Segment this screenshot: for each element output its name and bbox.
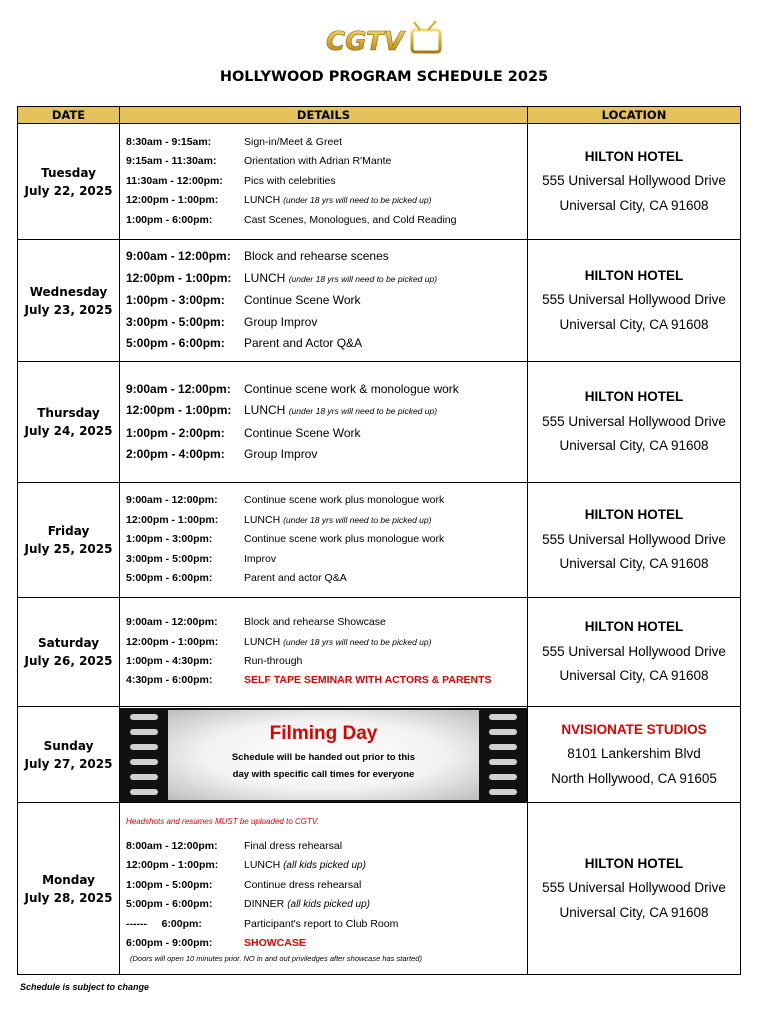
- page-title: HOLLYWOOD PROGRAM SCHEDULE 2025: [219, 69, 549, 85]
- schedule-item: [126, 423, 521, 445]
- day-date: July 27, 2025: [24, 756, 113, 771]
- schedule-item: [126, 652, 521, 671]
- schedule-item: [126, 333, 521, 355]
- schedule-item: [126, 876, 521, 895]
- schedule-item: [126, 491, 521, 510]
- day-name: Friday: [47, 524, 90, 538]
- location-city: Universal City, CA 91608: [559, 668, 709, 684]
- day-name: Tuesday: [41, 165, 96, 180]
- film-sprockets-left: [120, 708, 168, 802]
- item-note: (all kids picked up): [283, 860, 366, 872]
- item-time: 9:00am - 12:00pm:: [126, 494, 218, 507]
- doors-notice: (Doors will open 10 minutes prior. NO in and out priviledges after showcase has started): [130, 954, 422, 964]
- item-time: 2:00pm - 4:00pm:: [126, 447, 225, 461]
- details-header: DETAILS: [120, 107, 528, 124]
- item-time: 6:00pm - 9:00pm:: [126, 937, 213, 950]
- schedule-item: [126, 152, 521, 171]
- item-time: 12:00pm - 1:00pm:: [126, 635, 219, 648]
- item-time: 3:00pm - 5:00pm:: [126, 314, 225, 329]
- item-time: 5:00pm - 6:00pm:: [126, 572, 213, 585]
- location-cell: [528, 707, 741, 803]
- item-time: 12:00pm - 1:00pm:: [126, 403, 232, 417]
- location-city: Universal City, CA 91608: [559, 316, 709, 332]
- item-desc: Improv: [244, 552, 277, 565]
- schedule-item: [126, 290, 521, 312]
- item-desc: Participant's report to Club Room: [244, 917, 399, 930]
- location-city: Universal City, CA 91608: [559, 438, 709, 454]
- day-date: July 25, 2025: [24, 542, 113, 556]
- item-time: 12:00pm - 1:00pm:: [126, 194, 219, 207]
- schedule-item: [126, 511, 521, 530]
- item-time: 8:00am - 12:00pm:: [126, 839, 218, 852]
- schedule-item: [126, 172, 521, 191]
- item-time: 1:00pm - 2:00pm:: [126, 425, 225, 440]
- item-desc: Continue dress rehearsal: [244, 878, 362, 891]
- schedule-item: [126, 211, 521, 230]
- day-name: Thursday: [37, 406, 100, 420]
- item-desc: Group Improv: [244, 314, 318, 329]
- date-cell: [18, 598, 120, 707]
- location-name: HILTON HOTEL: [584, 267, 684, 283]
- item-time: 5:00pm - 6:00pm:: [126, 898, 213, 911]
- filming-day-note-line1: Schedule will be handed out prior to this: [231, 751, 416, 763]
- item-desc: DINNER: [244, 898, 285, 911]
- header-row: [18, 107, 741, 124]
- details-cell: [120, 707, 528, 803]
- day-date: July 23, 2025: [24, 302, 113, 317]
- day-date: July 26, 2025: [24, 654, 113, 668]
- item-desc: Block and rehearse Showcase: [244, 616, 386, 629]
- date-header: DATE: [18, 107, 120, 124]
- location-city: Universal City, CA 91608: [559, 904, 709, 920]
- schedule-item: [126, 671, 521, 690]
- day-row-saturday: [18, 598, 741, 707]
- schedule-item: [126, 379, 521, 401]
- item-time: 12:00pm - 1:00pm:: [126, 859, 219, 872]
- schedule-item: [126, 444, 521, 466]
- item-time: 9:00am - 12:00pm:: [126, 249, 231, 264]
- schedule-item: [126, 837, 521, 856]
- date-cell: [18, 240, 120, 362]
- day-date: July 24, 2025: [24, 424, 113, 438]
- item-desc: Parent and actor Q&A: [244, 572, 347, 585]
- upload-notice: Headshots and resumes MUST be uploaded to CGTV.: [126, 816, 319, 826]
- schedule-item: [126, 550, 521, 569]
- item-time: 9:00am - 12:00pm:: [126, 616, 218, 629]
- day-date: July 28, 2025: [24, 890, 113, 905]
- item-note: (under 18 yrs will need to be picked up): [283, 514, 432, 525]
- schedule-item: [126, 633, 521, 652]
- location-name: NVISIONATE STUDIOS: [561, 721, 707, 737]
- schedule-table: [17, 106, 741, 975]
- schedule-item: [126, 191, 521, 210]
- location-city: Universal City, CA 91608: [559, 197, 709, 213]
- schedule-item: [126, 246, 521, 268]
- location-street: 8101 Lankershim Blvd: [567, 746, 701, 762]
- location-name: HILTON HOTEL: [584, 855, 684, 871]
- location-street: 555 Universal Hollywood Drive: [542, 292, 726, 308]
- day-row-friday: [18, 483, 741, 598]
- item-time: 3:00pm - 5:00pm:: [126, 552, 213, 565]
- item-desc: Final dress rehearsal: [244, 839, 343, 852]
- item-desc: LUNCH: [244, 270, 286, 285]
- item-desc: Orientation with Adrian R'Mante: [244, 155, 392, 168]
- date-cell: [18, 124, 120, 240]
- location-cell: [528, 598, 741, 707]
- item-desc: Continue Scene Work: [244, 425, 361, 440]
- item-time: ------ 6:00pm:: [126, 917, 202, 930]
- cgtv-logo: [324, 18, 448, 58]
- location-city: North Hollywood, CA 91605: [551, 770, 717, 786]
- item-time: 9:00am - 12:00pm:: [126, 381, 231, 396]
- film-strip-graphic: [120, 708, 527, 802]
- item-note: (under 18 yrs will need to be picked up): [288, 406, 438, 416]
- schedule-item: [126, 569, 521, 588]
- schedule-item: [126, 312, 521, 334]
- item-desc: Continue scene work plus monologue work: [244, 533, 445, 546]
- item-time: 12:00pm - 1:00pm:: [126, 513, 219, 526]
- location-cell: [528, 803, 741, 975]
- schedule-item: [126, 268, 521, 291]
- item-desc: LUNCH: [244, 513, 281, 526]
- item-note: (under 18 yrs will need to be picked up): [283, 636, 432, 647]
- item-time: 1:00pm - 4:30pm:: [126, 655, 213, 667]
- item-desc: Sign-in/Meet & Greet: [244, 135, 343, 148]
- location-header: LOCATION: [528, 107, 741, 124]
- schedule-item: [126, 400, 521, 423]
- item-desc: Block and rehearse scenes: [244, 249, 389, 264]
- item-desc: Group Improv: [244, 447, 318, 461]
- details-cell: [120, 240, 528, 362]
- item-desc: LUNCH: [244, 635, 281, 648]
- location-cell: [528, 483, 741, 598]
- item-time: 1:00pm - 5:00pm:: [126, 878, 213, 891]
- item-desc: LUNCH: [244, 859, 281, 872]
- details-cell: [120, 124, 528, 240]
- details-cell: [120, 362, 528, 483]
- day-row-monday: [18, 803, 741, 975]
- item-desc: Continue scene work & monologue work: [244, 381, 459, 396]
- schedule-item: [126, 895, 521, 914]
- schedule-item: [126, 934, 521, 953]
- item-time: 1:00pm - 3:00pm:: [126, 293, 225, 308]
- details-cell: [120, 598, 528, 707]
- location-cell: [528, 124, 741, 240]
- location-street: 555 Universal Hollywood Drive: [542, 643, 726, 659]
- item-note: (under 18 yrs will need to be picked up): [283, 195, 432, 206]
- date-cell: [18, 707, 120, 803]
- item-note: (under 18 yrs will need to be picked up): [288, 273, 438, 284]
- location-street: 555 Universal Hollywood Drive: [542, 531, 726, 547]
- item-desc: LUNCH: [244, 194, 281, 207]
- filming-day-note-line2: day with specific call times for everyone: [232, 768, 415, 780]
- day-name: Saturday: [37, 636, 100, 650]
- item-time: 8:30am - 9:15am:: [126, 135, 212, 148]
- schedule-item: [126, 856, 521, 875]
- location-street: 555 Universal Hollywood Drive: [542, 880, 726, 896]
- item-desc: Parent and Actor Q&A: [244, 336, 363, 351]
- schedule-item: [126, 613, 521, 632]
- item-time: 5:00pm - 6:00pm:: [126, 336, 225, 351]
- location-name: HILTON HOTEL: [584, 389, 684, 405]
- day-row-wednesday: [18, 240, 741, 362]
- details-cell: [120, 803, 528, 975]
- location-name: HILTON HOTEL: [584, 148, 684, 164]
- date-cell: [18, 362, 120, 483]
- details-cell: [120, 483, 528, 598]
- day-row-thursday: [18, 362, 741, 483]
- item-time: 1:00pm - 3:00pm:: [126, 533, 213, 546]
- location-name: HILTON HOTEL: [584, 619, 684, 635]
- svg-text:CGTV: CGTV: [326, 27, 404, 57]
- location-name: HILTON HOTEL: [584, 507, 684, 523]
- film-sprockets-right: [479, 708, 527, 802]
- date-cell: [18, 803, 120, 975]
- item-time: 4:30pm - 6:00pm:: [126, 674, 213, 687]
- schedule-item: [126, 530, 521, 549]
- item-note: (all kids picked up): [287, 899, 370, 911]
- item-time: 12:00pm - 1:00pm:: [126, 270, 232, 285]
- day-row-tuesday: [18, 124, 741, 240]
- item-desc: SELF TAPE SEMINAR WITH ACTORS & PARENTS: [244, 674, 492, 687]
- day-name: Sunday: [43, 738, 94, 753]
- item-time: 1:00pm - 6:00pm:: [126, 213, 213, 226]
- location-city: Universal City, CA 91608: [559, 556, 709, 572]
- item-desc: Continue Scene Work: [244, 293, 361, 308]
- item-desc: Cast Scenes, Monologues, and Cold Reading: [244, 213, 457, 226]
- location-cell: [528, 362, 741, 483]
- item-time: 9:15am - 11:30am:: [126, 155, 217, 168]
- schedule-item: [126, 915, 521, 934]
- item-desc: LUNCH: [244, 403, 286, 417]
- item-desc: SHOWCASE: [244, 937, 306, 950]
- film-frame: [168, 710, 479, 800]
- item-desc: Pics with celebrities: [244, 174, 336, 187]
- location-cell: [528, 240, 741, 362]
- day-date: July 22, 2025: [24, 183, 113, 198]
- date-cell: [18, 483, 120, 598]
- item-desc: Run-through: [244, 655, 303, 667]
- schedule-item: [126, 133, 521, 152]
- item-time: 11:30am - 12:00pm:: [126, 174, 223, 187]
- location-street: 555 Universal Hollywood Drive: [542, 413, 726, 429]
- day-name: Monday: [42, 872, 95, 887]
- filming-day-title: Filming Day: [269, 722, 378, 744]
- footer-note: Schedule is subject to change: [20, 982, 150, 992]
- day-name: Wednesday: [29, 284, 108, 299]
- item-desc: Continue scene work plus monologue work: [244, 494, 445, 507]
- location-street: 555 Universal Hollywood Drive: [542, 173, 726, 189]
- day-row-sunday: [18, 707, 741, 803]
